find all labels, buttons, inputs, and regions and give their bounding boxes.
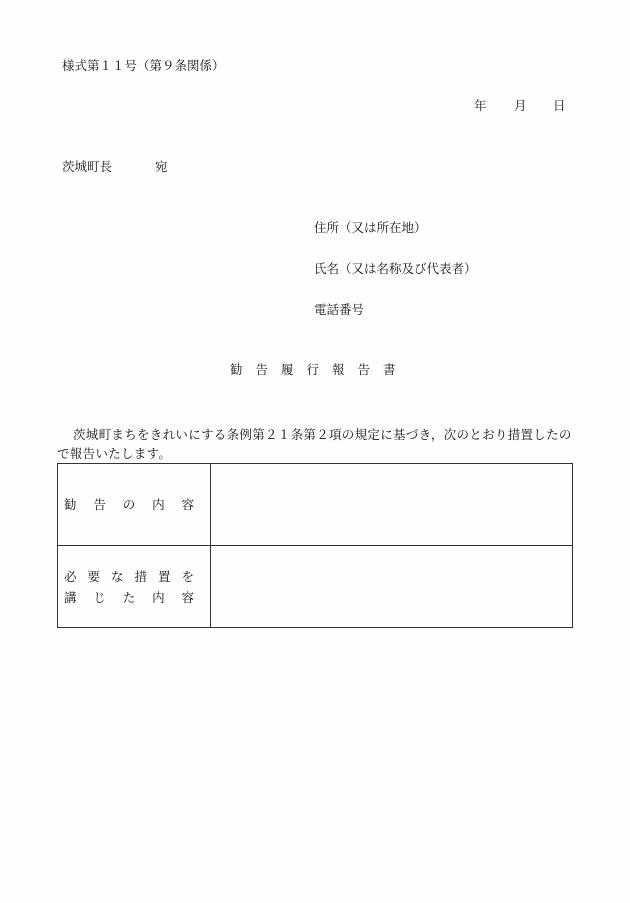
table-row xyxy=(58,546,573,628)
applicant-name-label: 氏名（又は名称及び代表者） xyxy=(314,261,477,276)
date-year: 年 xyxy=(474,98,487,113)
row-label-line: 講じた内容 xyxy=(64,589,211,605)
date-month: 月 xyxy=(514,98,527,113)
row-label xyxy=(58,546,211,628)
report-table xyxy=(57,463,573,628)
addressee-name: 茨城町長 xyxy=(62,159,113,174)
applicant-phone-label: 電話番号 xyxy=(314,302,365,317)
row-value[interactable] xyxy=(211,464,573,546)
addressee-suffix: 宛 xyxy=(155,159,168,174)
form-number: 様式第１１号（第９条関係） xyxy=(62,58,225,73)
row-label-line: 必要な措置を xyxy=(64,568,206,584)
row-label xyxy=(58,464,211,546)
body-text: 茨城町まちをきれいにする条例第２１条第２項の規定に基づき，次のとおり措置したので報告いたします。 xyxy=(57,427,572,461)
document-title: 勧告履行報告書 xyxy=(230,362,409,377)
table-row xyxy=(58,464,573,546)
row-label-line: 勧告の内容 xyxy=(64,497,211,512)
row-value[interactable] xyxy=(211,546,573,628)
applicant-address-label: 住所（又は所在地） xyxy=(314,220,427,235)
date-day: 日 xyxy=(553,98,566,113)
